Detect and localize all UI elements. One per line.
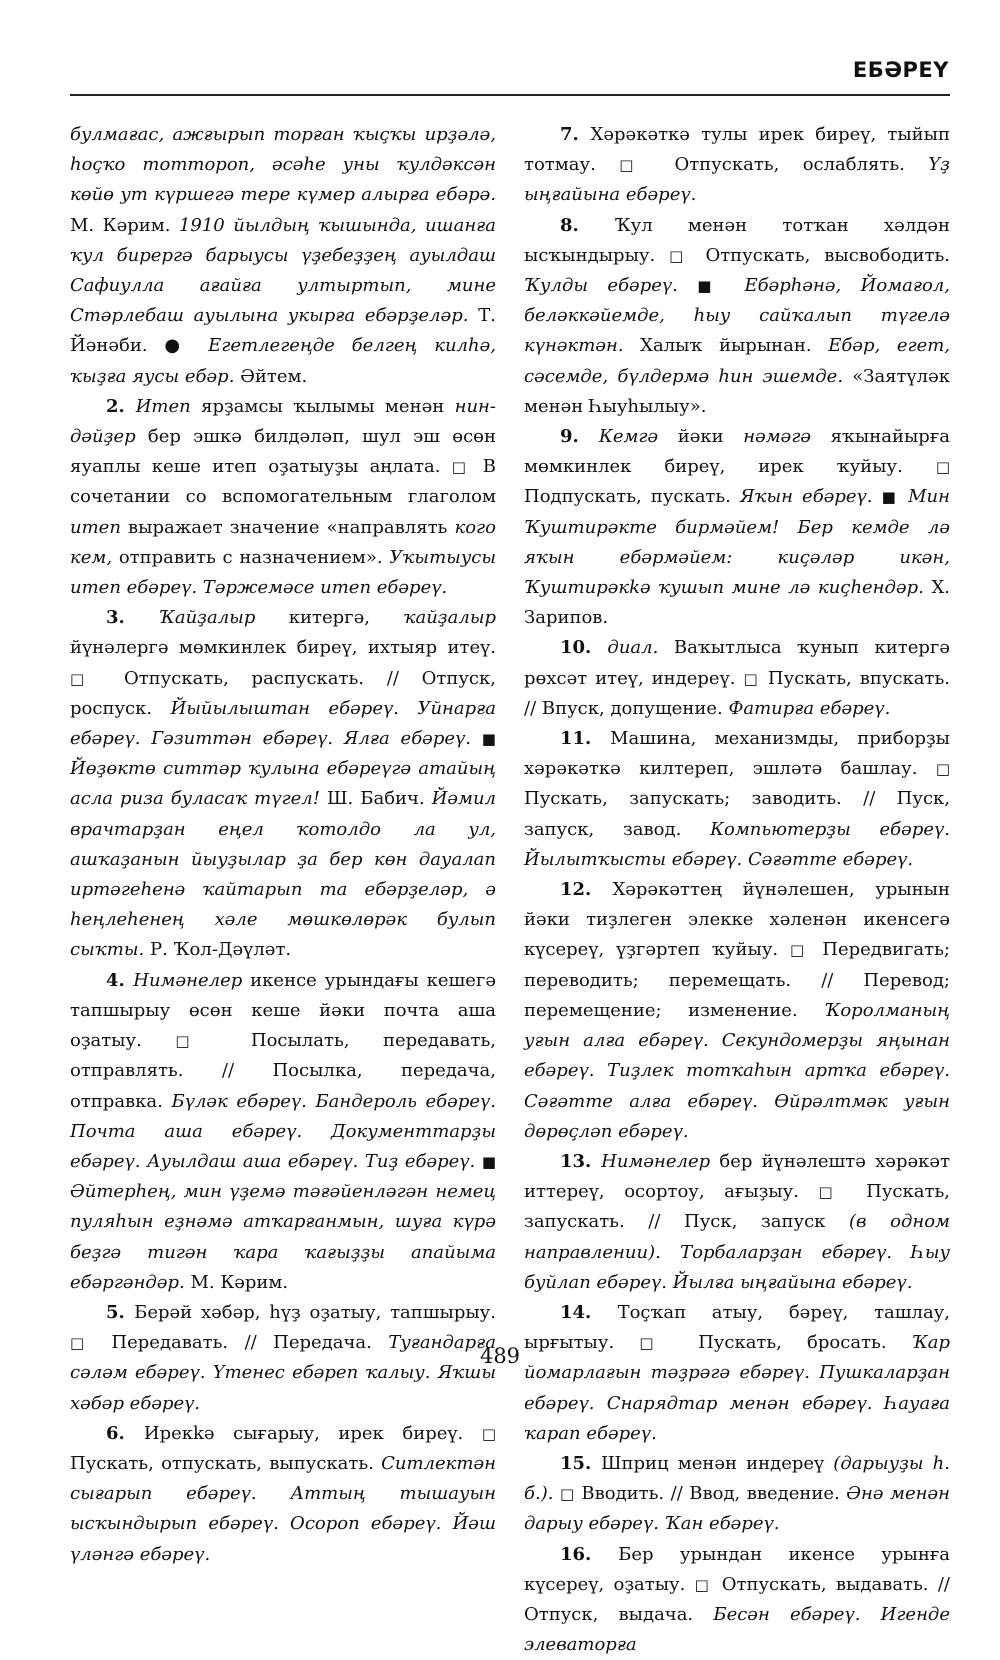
entry-number: 13. <box>560 1150 602 1172</box>
dictionary-entry <box>524 633 950 724</box>
text-segment: отправить с назначением». <box>112 546 390 568</box>
entry-number: 2. <box>106 395 136 417</box>
italic-text: Ебәр, егет, сәсемде, бүлдермә һин эшемде. <box>524 335 951 387</box>
text-segment: В сочетании со вспомогательным глаголом <box>70 456 497 508</box>
italic-text: Ҡулды ебәреү. <box>524 275 678 297</box>
text-segment: Хәрәкәткә тулы ирек биреү, тыйып тотмау. <box>524 124 950 176</box>
marker-symbol: □ <box>935 458 950 477</box>
marker-symbol: □ <box>790 941 811 960</box>
marker-symbol: ■ <box>697 277 726 296</box>
text-segment: Ваҡытлыса ҡунып китергә рөхсәт итеү, индереү. <box>524 637 950 689</box>
text-segment: М. Кәрим. <box>70 214 179 236</box>
italic-text: Туғандарға сәләм ебәреү. Үтенес ебәреп ҡалыу. Яҡшы хәбәр ебәреү. <box>70 1332 496 1414</box>
text-segment: йүнәлергә мөмкинлек биреү, ихтыяр итеү. <box>70 637 496 659</box>
text-segment: икенсе урындағы кешегә тапшырыу өсөн кеше йәки почта аша оҙатыу. <box>70 969 496 1052</box>
text-segment <box>873 486 882 507</box>
text-segment: Пускать, запускать. // Пуск, запуск <box>524 1181 950 1233</box>
page-number: 489 <box>479 1344 521 1368</box>
italic-text: Кемгә <box>598 426 659 448</box>
marker-symbol: □ <box>818 1183 847 1202</box>
marker-symbol: □ <box>70 1334 95 1353</box>
header-rule <box>70 94 950 96</box>
text-segment: ● <box>164 335 192 357</box>
text-segment: Халыҡ йырынан. <box>623 335 829 357</box>
text-segment: М. Кәрим. <box>184 1271 289 1293</box>
dictionary-entry <box>524 1540 950 1660</box>
dictionary-entry <box>70 603 496 965</box>
italic-text: Компьютерҙы ебәреү. Йылытҡысты ебәреү. Сәғәтте ебәреү. <box>524 818 950 870</box>
text-segment: Пускать, бросать. <box>672 1332 912 1354</box>
text-segment: бер эшкә билдәләп, шул эш өсөн яуаплы кеше итеп оҙатыуҙы аңлата. <box>70 426 496 478</box>
text-segment: Отпускать, распускать. // Отпуск, роспуск. <box>70 667 496 719</box>
dictionary-entry <box>70 966 496 1298</box>
marker-symbol: □ <box>559 1485 575 1504</box>
text-segment: Әйтем. <box>234 365 308 387</box>
italic-text: Ситлектән сығарып ебәреү. Аттың тышауын ысҡындырып ебәреү. Осороп ебәреү. Йәш үләнгә ебәреү. <box>70 1452 496 1565</box>
italic-text: Йыйылыштан ебәреү. Уйнарға ебәреү. Гәзиттән ебәреү. Ялға ебәреү. <box>70 697 496 750</box>
italic-text: 1910 йылдың ҡышында, ишанға ҡул бирергә барыусы үҙебеҙҙең ауылдаш Сафиулла ағайға ултыртып, мине Стәрлебаш ауылына укырға ебәрҙеләр. <box>70 214 496 327</box>
text-segment: Отпускать, ослаблять. <box>651 154 929 176</box>
text-segment: китергә, <box>255 607 404 629</box>
dictionary-entry <box>524 1449 950 1540</box>
marker-symbol: ■ <box>881 488 900 507</box>
italic-text: Әйтерһең, мин үҙемә тәғәйенләгән немец пуляһын еҙнәмә атҡарғанмын, шуға күрә беҙгә тигән ҡара ҡағыҙҙы апайыма ебәргәндәр. <box>70 1181 496 1293</box>
dictionary-entry <box>70 120 496 392</box>
marker-symbol: □ <box>743 669 760 688</box>
marker-symbol: □ <box>175 1032 218 1051</box>
italic-text: Мин Ҡуштирәкте бирмәйем! Бер кемде лә яҡын ебәрмәйем: киҫәләр икән, Ҡуштирәкkә ҡушып мине лә киҫһендәр. <box>524 486 950 599</box>
italic-text: Әнә менән дарыу ебәреү. Ҡан ебәреү. <box>524 1483 950 1535</box>
marker-symbol: □ <box>694 1575 713 1594</box>
marker-symbol: □ <box>935 760 950 779</box>
italic-text: (в одном направлении). Торбаларҙан ебәреү. Һыу буйлап ебәреү. Йылға ыңғайына ебәреү. <box>524 1211 950 1293</box>
italic-text: (дарыуҙы һ. б.). <box>524 1452 950 1505</box>
entry-number: 14. <box>560 1301 618 1323</box>
italic-text: диал. <box>607 637 659 659</box>
entry-number: 8. <box>560 214 615 236</box>
dictionary-entry <box>70 392 496 603</box>
text-segment: Берәй хәбәр, һүҙ оҙатыу, тапшырыу. <box>134 1301 496 1323</box>
italic-text: нәмәгә <box>743 426 812 448</box>
marker-symbol: □ <box>639 1334 673 1353</box>
italic-text: ҡайҙалыр <box>403 607 496 629</box>
italic-text: Нимәнелер <box>133 969 243 991</box>
text-segment: Посылать, передавать, отправлять. // Посылка, передача, отправка. <box>70 1030 496 1112</box>
italic-text: Йөҙөктө ситтәр ҡулына ебәреүгә атайың асла риза буласаҡ түгел! <box>70 758 496 810</box>
text-segment: ярҙамсы ҡылымы менән <box>190 395 455 417</box>
entry-number: 12. <box>560 879 613 901</box>
text-segment: бер йүнәлештә хәрәкәт иттереү, осортоу, ағыҙыу. <box>524 1150 950 1203</box>
dictionary-entry <box>524 875 950 1147</box>
entry-number: 6. <box>106 1422 144 1444</box>
text-segment: Отпускать, выдавать. // Отпуск, выдача. <box>524 1573 950 1625</box>
marker-symbol: □ <box>669 246 692 265</box>
text-segment <box>678 275 697 296</box>
text-segment: Шприц менән индереү <box>600 1452 834 1474</box>
entry-number: 16. <box>560 1543 619 1565</box>
marker-symbol: □ <box>481 1424 496 1443</box>
dictionary-entry <box>524 724 950 875</box>
text-segment: Пускать, впускать. // Впуск, допущение. <box>524 667 950 719</box>
dictionary-entry <box>524 422 950 633</box>
italic-text: Йәмил врачтарҙан еңел ҡотолдо ла ул, ашҡаҙанын йыуҙылар ҙа бер көн дауалап иртәгеһенә ҡайтарып та ебәрҙеләр, ә һеңлеһенең хәле мөшкөлөрәк булып сыҡты. <box>70 788 497 961</box>
italic-text: Ҡайҙалыр <box>158 607 256 629</box>
entry-number: 10. <box>560 637 608 659</box>
italic-text: Үҙ ыңғайына ебәреү. <box>524 154 950 206</box>
text-segment: Отпускать, высвободить. <box>691 244 950 266</box>
text-segment: Тоҫҡап атыу, бәреү, ташлау, ырғытыу. <box>524 1301 950 1354</box>
text-segment: Машина, механизмды, приборҙы хәрәкәткә килтереп, эшләтә башлау. <box>524 728 950 780</box>
italic-text: Ҡоролманың уғын алға ебәреү. Секундомерҙы яңынан ебәреү. Тиҙлек тотҡаһын артҡа ебәреү. Сәғәтте алға ебәреү. Өйрәлтмәк уғын дөрөҫләп ебәреү. <box>524 999 950 1142</box>
italic-text: итеп <box>70 516 121 538</box>
italic-text: Нимәнелер <box>601 1150 711 1172</box>
text-segment <box>725 275 744 296</box>
italic-text: булмағас, ажғырып торған ҡыҫҡы ирҙәлә, һоҫҡо тотторoп, әсәһе уны ҡулдәксән көйө ут күршегә тере күмер алырға ебәрә. <box>70 124 496 206</box>
text-segment <box>471 728 482 749</box>
entry-number: 3. <box>106 607 159 629</box>
italic-text: Ебәрһәнә, Йомағол, беләккәйемде, һыу сайҡалып түгелә күнәктән. <box>524 275 950 357</box>
dictionary-entry <box>70 1419 496 1570</box>
italic-text: нин-дәйҙер <box>70 395 496 448</box>
running-head: ЕБӘРЕҮ <box>852 58 949 82</box>
right-column <box>524 120 950 1660</box>
dictionary-entry <box>524 211 950 422</box>
text-segment: Пускать, отпускать, выпускать. <box>70 1452 382 1474</box>
text-segment: выражает значение «направлять <box>120 516 455 538</box>
dictionary-entry <box>524 1298 950 1449</box>
text-segment: «Заятүләк менән Һыуһылыу». <box>524 365 950 417</box>
italic-text: Уҡытыусы итеп ебәреү. Тәржемәсе итеп ебәреү. <box>70 546 496 599</box>
italic-text: Егетлегеңде белгең килһә, ҡыҙға яусы ебәр. <box>70 335 496 387</box>
italic-text: Бесән ебәреү. Игенде элеваторға <box>524 1603 950 1656</box>
text-segment: яҡынайырға мөмкинлек биреү, ирек ҡуйыу. <box>524 426 950 478</box>
text-segment: Х. Зарипов. <box>524 577 950 629</box>
dictionary-entry <box>524 1147 950 1298</box>
marker-symbol: □ <box>451 458 472 477</box>
text-segment: йәки <box>658 426 744 448</box>
marker-symbol: ■ <box>481 730 496 749</box>
text-segment: Ҡул менән тотҡан хәлдән ысҡындырыу. <box>524 214 950 266</box>
italic-text: кого кем, <box>70 516 496 568</box>
marker-symbol: □ <box>619 156 652 175</box>
text-segment: Передвигать; переводить; перемещать. // Перевод; перемещение; изменение. <box>524 939 950 1021</box>
italic-text: Ҡар йомарлағын тәҙрәгә ебәреү. Пушкаларҙан ебәреү. Снарядтар менән ебәреү. Һауаға ҡарап ебәреү. <box>524 1332 950 1444</box>
text-segment: Передавать. // Передача. <box>94 1332 389 1354</box>
entry-number: 5. <box>106 1301 135 1323</box>
text-segment: Хәрәкәттең йүнәлешен, урынын йәки тиҙлеген элекке хәленән икенсегә күсереү, үҙгәртеп ҡуйыу. <box>524 879 950 961</box>
text-segment: Т. Йәнәби. <box>70 305 497 357</box>
entry-number: 7. <box>560 124 591 145</box>
entry-number: 9. <box>560 426 599 448</box>
text-segment: Пускать, запускать; заводить. // Пуск, запуск, завод. <box>524 788 950 840</box>
text-segment: Подпускать, пускать. <box>524 486 740 508</box>
text-segment: Бер урындан икенсе урынға күсереү, оҙатыу. <box>524 1543 950 1595</box>
text-segment: Р. Ҡол-Дәүләт. <box>144 939 292 961</box>
italic-text: Яҡын ебәреү. <box>739 486 873 508</box>
entry-number: 4. <box>106 969 134 991</box>
text-segment: Ирекkә сығарыу, ирек биреү. <box>143 1422 482 1444</box>
text-segment <box>899 486 908 507</box>
text-segment: Ш. Бабич. <box>319 788 432 810</box>
italic-text: Бүләк ебәреү. Бандероль ебәреү. Почта аша ебәреү. Документтарҙы ебәреү. Ауылдаш аша ебәреү. Тиҙ ебәреү. <box>70 1090 496 1172</box>
dictionary-entry <box>524 120 950 211</box>
italic-text: Фатирға ебәреү. <box>728 697 891 719</box>
marker-symbol: ■ <box>481 1152 496 1171</box>
text-segment: Вводить. // Ввод, введение. <box>574 1483 847 1505</box>
entry-number: 15. <box>560 1452 601 1474</box>
marker-symbol: □ <box>70 669 102 688</box>
entry-number: 11. <box>560 728 611 750</box>
italic-text: Итеп <box>135 395 191 417</box>
